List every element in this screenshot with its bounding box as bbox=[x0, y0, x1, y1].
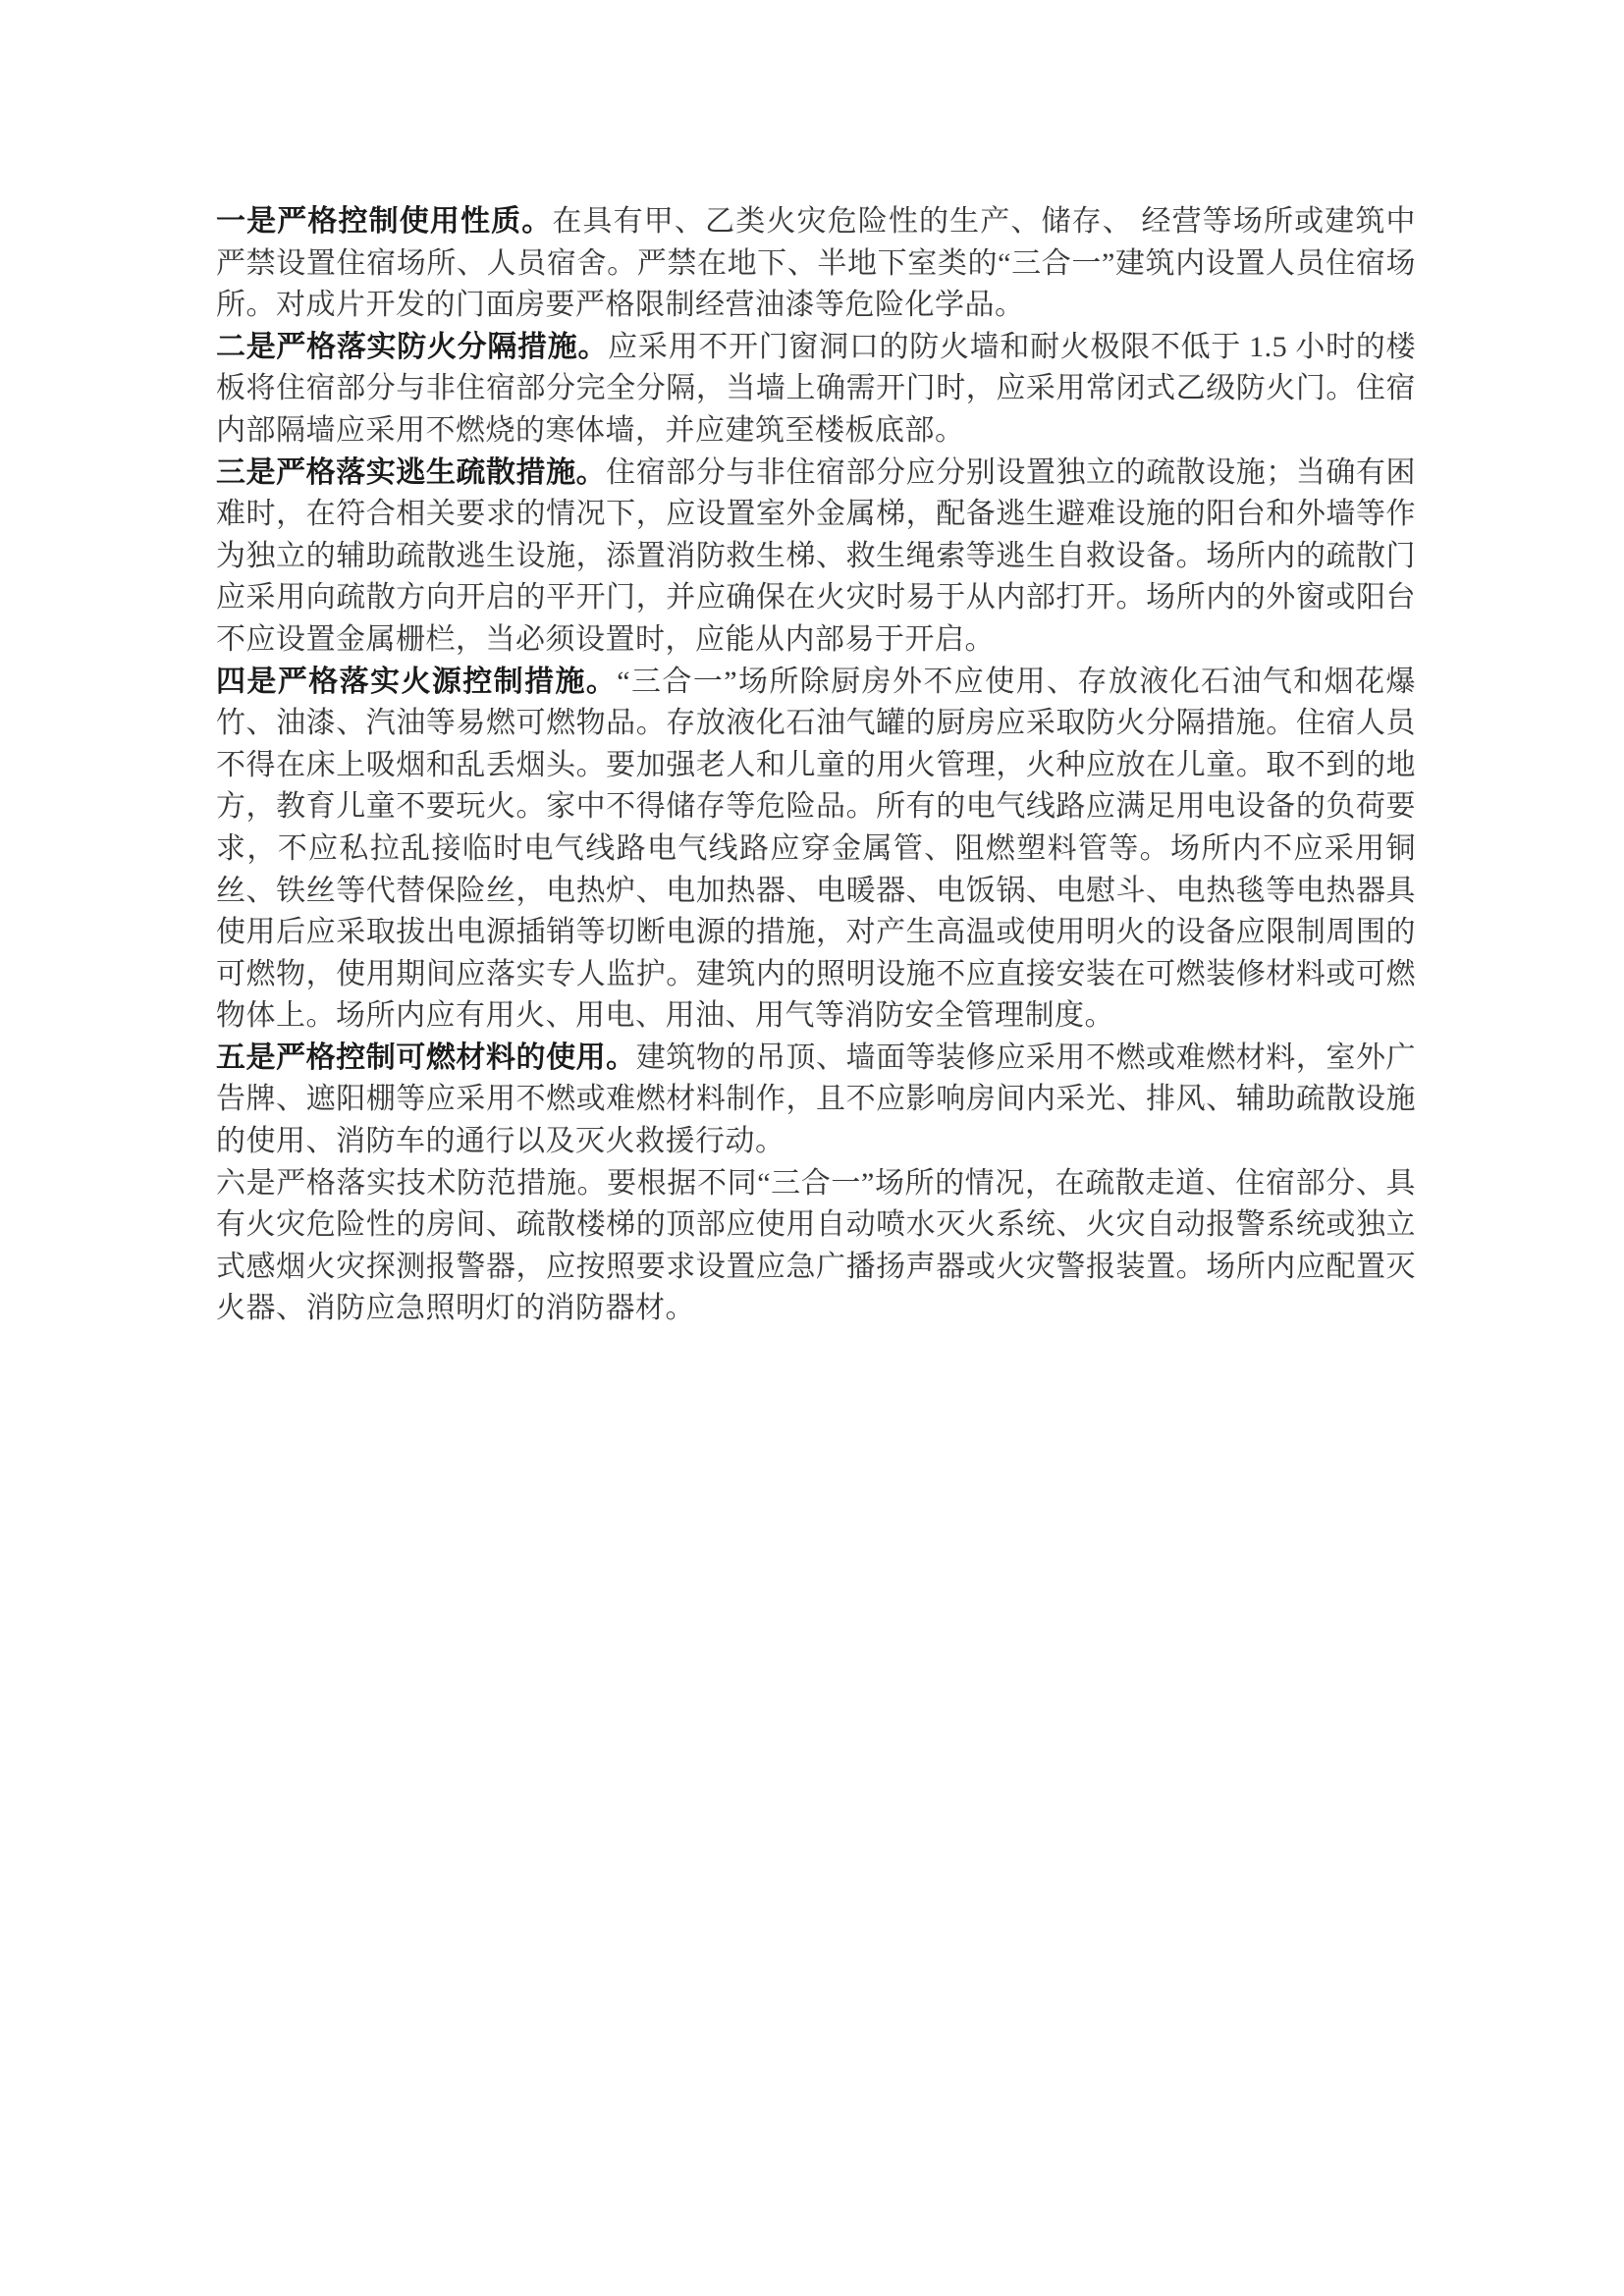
paragraph bbox=[216, 453, 1416, 662]
paragraph bbox=[216, 1038, 1416, 1163]
paragraph-text: 住宿部分与非住宿部分应分别设置独立的疏散设施；当确有困难时，在符合相关要求的情况下，应设置室外金属梯，配备逃生避难设施的阳台和外墙等作为独立的辅助疏散逃生设施，添置消防救生梯、救生绳索等逃生自救设备。场所内的疏散门应采用向疏散方向开启的平开门，并应确保在火灾时易于从内部打开。场所内的外窗或阳台不应设置金属栅栏，当必须设置时，应能从内部易于开启。 bbox=[216, 455, 1417, 656]
paragraph-text: 建筑物的吊顶、墙面等装修应采用不燃或难燃材料，室外广告牌、遮阳棚等应采用不燃或难燃材料制作，且不应影响房间内采光、排风、辅助疏散设施的使用、消防车的通行以及灭火救援行动。 bbox=[216, 1041, 1417, 1158]
paragraph-lead: 二是严格落实防火分隔措施。 bbox=[216, 330, 609, 363]
paragraph-lead: 一是严格控制使用性质。 bbox=[216, 205, 553, 238]
paragraph bbox=[216, 1163, 1416, 1330]
paragraph bbox=[216, 201, 1416, 327]
paragraph-text: 应采用不开门窗洞口的防火墙和耐火极限不低于 1.5 小时的楼板将住宿部分与非住宿部分完全分隔，当墙上确需开门时，应采用常闭式乙级防火门。住宿内部隔墙应采用不燃烧的寒体墙，并应建筑至楼板底部。 bbox=[216, 330, 1417, 447]
paragraph bbox=[216, 327, 1416, 453]
document-body bbox=[216, 201, 1416, 1330]
paragraph-lead: 四是严格落实火源控制措施。 bbox=[216, 665, 618, 698]
paragraph-text: 在具有甲、乙类火灾危险性的生产、储存、 经营等场所或建筑中严禁设置住宿场所、人员宿舍。严禁在地下、半地下室类的“三合一”建筑内设置人员住宿场所。对成片开发的门面房要严格限制经营油漆等危险化学品。 bbox=[216, 205, 1417, 322]
paragraph-text: 要根据不同“三合一”场所的情况，在疏散走道、住宿部分、具有火灾危险性的房间、疏散楼梯的顶部应使用自动喷水灭火系统、火灾自动报警系统或独立式感烟火灾探测报警器，应按照要求设置应急广播扬声器或火灾警报装置。场所内应配置灭火器、消防应急照明灯的消防器材。 bbox=[216, 1166, 1417, 1325]
paragraph bbox=[216, 662, 1416, 1038]
paragraph-lead: 三是严格落实逃生疏散措施。 bbox=[216, 455, 607, 489]
paragraph-lead: 五是严格控制可燃材料的使用。 bbox=[216, 1041, 636, 1074]
paragraph-lead: 六是严格落实技术防范措施。 bbox=[216, 1166, 608, 1200]
paragraph-text: “三合一”场所除厨房外不应使用、存放液化石油气和烟花爆竹、油漆、汽油等易燃可燃物品。存放液化石油气罐的厨房应采取防火分隔措施。住宿人员不得在床上吸烟和乱丢烟头。要加强老人和儿童的用火管理，火种应放在儿童。取不到的地方，教育儿童不要玩火。家中不得储存等危险品。所有的电气线路应满足用电设备的负荷要求，不应私拉乱接临时电气线路电气线路应穿金属管、阻燃塑料管等。场所内不应采用铜丝、铁丝等代替保险丝，电热炉、电加热器、电暖器、电饭锅、电慰斗、电热毯等电热器具使用后应采取拔出电源插销等切断电源的措施，对产生高温或使用明火的设备应限制周围的可燃物，使用期间应落实专人监护。建筑内的照明设施不应直接安装在可燃装修材料或可燃物体上。场所内应有用火、用电、用油、用气等消防安全管理制度。 bbox=[216, 665, 1416, 1033]
